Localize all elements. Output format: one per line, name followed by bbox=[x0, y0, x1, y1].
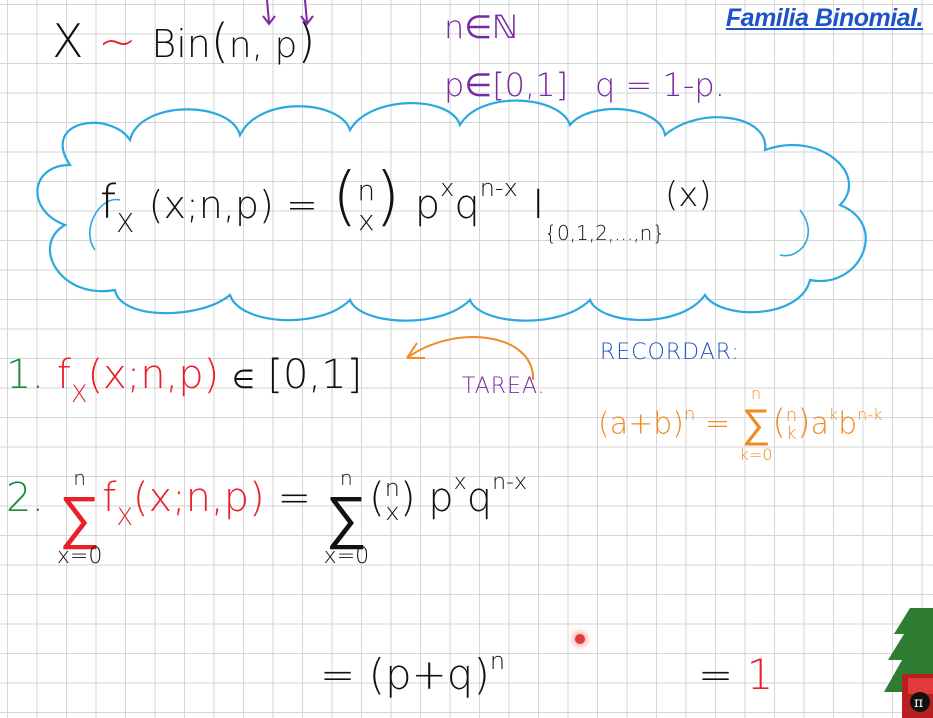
binom-open: ( bbox=[332, 160, 358, 234]
theorem-sum-top: n bbox=[751, 384, 762, 403]
theorem-binom-bottom: k bbox=[786, 423, 797, 444]
distribution-params: n, p bbox=[228, 25, 298, 66]
prop1-in: ∈ bbox=[231, 365, 255, 395]
pmf-q-exponent: n-x bbox=[479, 174, 518, 202]
sigma-symbol: ∑ bbox=[741, 401, 771, 447]
prop2-q-exponent: n-x bbox=[492, 470, 527, 495]
result-equals-1: = bbox=[320, 650, 356, 699]
item-number-2: 2. bbox=[6, 475, 45, 521]
prop2-rhs-sum bbox=[324, 468, 369, 568]
theorem-b-exponent: n-k bbox=[857, 404, 883, 424]
svg-text:π: π bbox=[914, 695, 924, 711]
result-line bbox=[320, 647, 506, 699]
prop2-p: p bbox=[428, 475, 454, 521]
prop2-args: (x;n,p) bbox=[132, 475, 265, 521]
theorem-a-exponent: k bbox=[828, 404, 839, 424]
prop2-rhs-sum-bottom: x=0 bbox=[323, 544, 370, 569]
pmf-p-exponent: x bbox=[440, 174, 455, 202]
binom-bottom: x bbox=[357, 203, 375, 237]
prop2-f: f bbox=[102, 475, 117, 521]
indicator-arg: (x) bbox=[665, 175, 712, 215]
random-variable: X bbox=[52, 14, 84, 68]
binom-coefficient bbox=[357, 173, 376, 237]
prop2-rhs-sum-top: n bbox=[340, 466, 353, 490]
item-number-1: 1. bbox=[6, 352, 45, 398]
binom-top: n bbox=[357, 173, 376, 207]
result-exponent: n bbox=[489, 647, 506, 675]
pmf-p: p bbox=[414, 182, 441, 228]
theorem-binom-top: n bbox=[785, 405, 798, 426]
result-expression: (p+q) bbox=[368, 650, 490, 699]
pmf-formula bbox=[100, 160, 712, 245]
prop2-binom-top: n bbox=[384, 474, 400, 502]
university-logo bbox=[880, 604, 933, 718]
pmf-f: f bbox=[100, 175, 117, 229]
prop2-sum-top: n bbox=[73, 466, 86, 490]
open-paren: ( bbox=[210, 14, 229, 68]
theorem-lhs: (a+b) bbox=[598, 406, 684, 442]
property-1 bbox=[6, 352, 363, 408]
tarea-arrow bbox=[395, 318, 545, 388]
indicator: I bbox=[532, 182, 545, 228]
close-paren: ) bbox=[297, 14, 316, 68]
prop2-sigma: ∑ bbox=[58, 483, 101, 551]
result-value: 1 bbox=[746, 650, 774, 699]
condition-n: n∈ℕ bbox=[444, 8, 518, 46]
property-2: 2. n ∑ x=0 fX(x;n,p) = n ∑ x=0 (n x) $p^xq^{n-x}$ bbox=[6, 466, 527, 569]
prop1-subscript: X bbox=[70, 380, 88, 408]
pmf-q: q bbox=[454, 182, 480, 228]
tilde-symbol: ~ bbox=[98, 14, 137, 68]
indicator-set: {0,1,2,...,n} bbox=[544, 221, 666, 245]
prop1-interval: [0,1] bbox=[267, 352, 363, 398]
pmf-args: (x;n,p) = bbox=[148, 183, 318, 227]
condition-q: q = 1-p. bbox=[595, 66, 725, 104]
prop2-sum-bottom: x=0 bbox=[56, 544, 103, 569]
distribution-name: Bin bbox=[151, 22, 211, 66]
theorem-equals: = bbox=[704, 406, 731, 442]
prop2-binom-bottom: x bbox=[385, 498, 400, 526]
prop1-args: (x;n,p) bbox=[87, 352, 220, 398]
page-title: Familia Binomial. bbox=[725, 4, 923, 32]
prop2-rhs-sigma: ∑ bbox=[325, 483, 368, 551]
prop2-binom bbox=[385, 476, 400, 524]
binom-close: ) bbox=[375, 160, 401, 234]
prop2-equals: = bbox=[277, 475, 311, 521]
recordar-label: RECORDAR: bbox=[600, 340, 740, 365]
theorem-a: a bbox=[810, 406, 829, 442]
theorem-sum bbox=[740, 384, 773, 466]
prop2-subscript: X bbox=[116, 503, 133, 531]
prop2-p-exponent: x bbox=[453, 470, 467, 495]
pointer-cursor bbox=[575, 634, 585, 644]
binomial-theorem: $(a+b)^n$ = n ∑ k=0 (n $k)a^kb^{n-k}$ bbox=[598, 384, 883, 464]
condition-p: p∈[0,1] bbox=[444, 66, 569, 104]
prop1-f: f bbox=[56, 352, 71, 398]
tarea-label: TAREA. bbox=[462, 374, 546, 399]
theorem-binom bbox=[786, 407, 797, 443]
theorem-lhs-exponent: n bbox=[683, 403, 696, 425]
theorem-sum-bottom: k=0 bbox=[739, 445, 773, 464]
result-equals-2: = bbox=[698, 650, 734, 699]
pmf-subscript: X bbox=[116, 209, 135, 239]
prop2-sum bbox=[57, 468, 102, 568]
prop2-q: q bbox=[466, 475, 493, 521]
final-result bbox=[698, 650, 773, 699]
theorem-b: b bbox=[838, 406, 858, 442]
